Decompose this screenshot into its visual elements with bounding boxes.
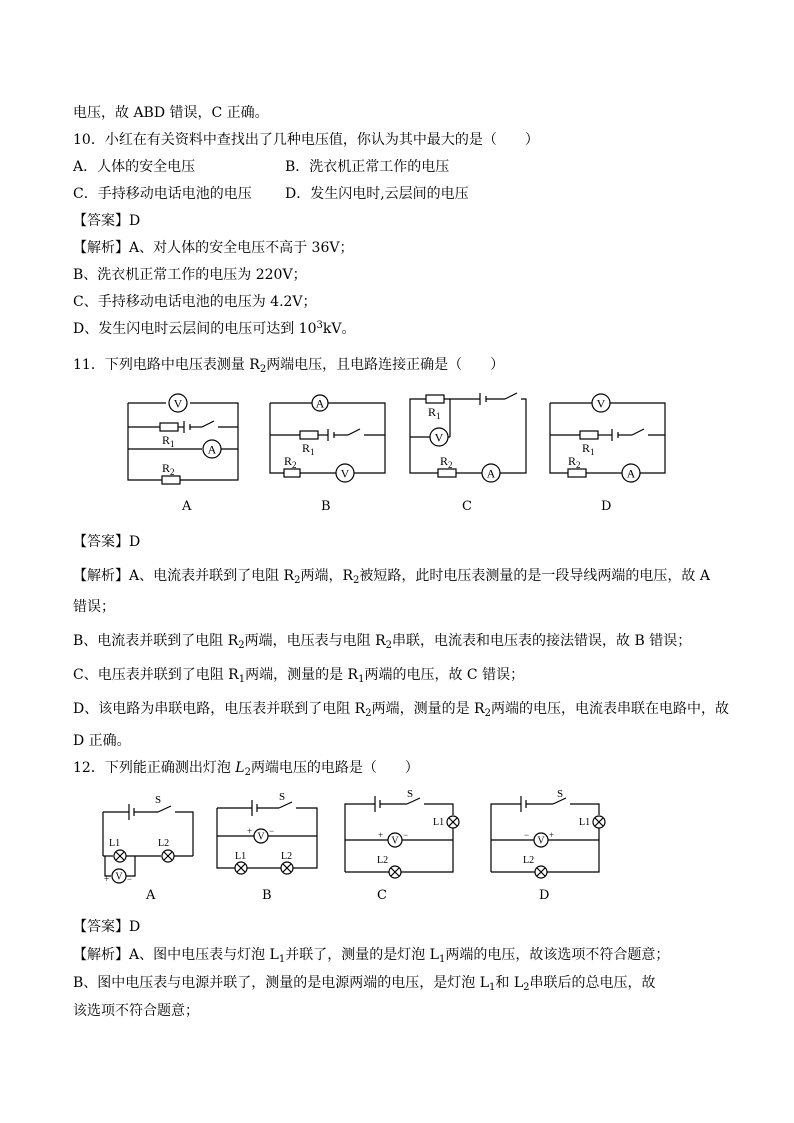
explain-11-d: D、该电路为串联电路，电压表并联到了电阻 $R_2$两端，测量的是 $R_2$两端的电压，电流表串联在电路中，故	[73, 701, 729, 719]
circuit-11-d	[550, 394, 665, 482]
svg-text:R2: $R_2$	[440, 454, 453, 470]
caption-12-b: B	[262, 888, 272, 903]
explain-11-b: B、电流表并联到了电阻 $R_2$两端，电压表与电阻 $R_2$串联，电流表和电压表的接法错误，故 B 错误；	[73, 633, 692, 651]
svg-text:L1: L1	[579, 817, 591, 828]
svg-text:S: S	[557, 790, 564, 800]
caption-12-a: A	[146, 888, 156, 903]
svg-text:R1: $R_1$	[302, 441, 315, 457]
svg-text:V: V	[257, 831, 265, 843]
svg-text:A: A	[486, 466, 496, 481]
svg-text:V: V	[537, 835, 545, 847]
svg-text:S: S	[279, 791, 286, 803]
text-line: 电压，故 ABD 错误，C 正确。	[73, 105, 269, 121]
figure-11	[120, 385, 680, 485]
explain-11-a-cont: 错误；	[73, 599, 115, 615]
svg-text:V: V	[434, 430, 444, 445]
svg-text:V: V	[391, 835, 399, 847]
answer-11: 【答案】D	[73, 534, 141, 550]
explain-12-b: B、图中电压表与电源并联了，测量的是电源两端的电压，是灯泡 $L_1$和 $L_2$串联后的总电压，故	[73, 975, 656, 993]
explain-12-b-cont: 该选项不符合题意；	[73, 1003, 199, 1019]
explain-11-d-cont: D 正确。	[73, 733, 131, 749]
svg-text:L2: L2	[377, 855, 389, 866]
explain-10-b: B、洗衣机正常工作的电压为 220V；	[73, 267, 307, 283]
answer-10: 【答案】D	[73, 213, 141, 229]
explain-10-d: D、发生闪电时云层间的电压可达到 $10^3kV$。	[73, 320, 356, 337]
caption-11-d: D	[601, 499, 612, 514]
explain-10-a: 【解析】A、对人体的安全电压不高于 36V；	[73, 240, 354, 256]
svg-text:R1: $R_1$	[582, 441, 595, 457]
svg-text:L2: L2	[523, 855, 535, 866]
svg-text:V: V	[340, 466, 350, 481]
svg-text:S: S	[407, 790, 414, 800]
svg-text:−: −	[269, 826, 275, 836]
circuit-11-b	[270, 395, 385, 482]
caption-11-b: B	[321, 499, 331, 514]
svg-text:+: +	[247, 826, 253, 836]
svg-text:R2: $R_2$	[162, 461, 175, 477]
svg-text:S: S	[155, 794, 162, 806]
option-d: D．发生闪电时,云层间的电压	[285, 186, 469, 202]
svg-text:R1: $R_1$	[162, 433, 175, 449]
circuit-12-d	[491, 790, 605, 878]
svg-text:V: V	[115, 871, 123, 883]
explain-11-a: 【解析】A、电流表并联到了电阻 $R_2$两端，$R_2$被短路，此时电压表测量的是一段导线两端的电压，故 A	[73, 568, 710, 586]
caption-11-a: A	[182, 499, 192, 514]
svg-text:L2: L2	[158, 838, 170, 849]
question-10: 10．小红在有关资料中查找出了几种电压值，你认为其中最大的是（ ）	[73, 132, 539, 148]
svg-text:−: −	[403, 830, 409, 840]
circuit-11-c	[410, 393, 526, 482]
svg-text:R1: $R_1$	[428, 405, 441, 421]
svg-text:R2: $R_2$	[568, 454, 581, 470]
option-c: C．手持移动电话电池的电压	[73, 186, 252, 202]
svg-text:R2: $R_2$	[284, 454, 297, 470]
svg-text:−: −	[127, 874, 133, 884]
figure-12	[95, 790, 625, 890]
svg-text:+: +	[549, 830, 555, 840]
svg-text:A: A	[315, 396, 325, 411]
svg-text:L1: L1	[235, 851, 247, 862]
caption-11-c: C	[462, 499, 472, 514]
explain-11-c: C、电压表并联到了电阻 $R_1$两端，测量的是 $R_1$两端的电压，故 C 错误；	[73, 667, 525, 685]
svg-text:L2: L2	[281, 851, 293, 862]
svg-text:L1: L1	[433, 817, 445, 828]
question-11: 11．下列电路中电压表测量 $R_2$两端电压，且电路连接正确是（ ）	[73, 357, 505, 375]
svg-text:A: A	[207, 442, 217, 457]
explain-10-c: C、手持移动电话电池的电压为 4.2V；	[73, 294, 317, 310]
caption-12-d: D	[539, 888, 550, 903]
answer-12: 【答案】D	[73, 919, 141, 935]
svg-text:−: −	[524, 830, 530, 840]
option-a: A．人体的安全电压	[73, 159, 196, 175]
svg-text:V: V	[596, 396, 606, 411]
svg-text:+: +	[104, 874, 110, 884]
option-b: B．洗衣机正常工作的电压	[285, 159, 450, 175]
circuit-11-a	[128, 394, 238, 484]
explain-12-a: 【解析】A、图中电压表与灯泡 $L_1$并联了，测量的是灯泡 $L_1$两端的电压，故该选项不符合题意；	[73, 947, 670, 965]
voltmeter-label: V	[173, 396, 183, 411]
svg-text:+: +	[378, 830, 384, 840]
svg-text:A: A	[626, 466, 636, 481]
circuit-12-b	[217, 791, 317, 874]
circuit-12-a	[103, 794, 193, 884]
caption-12-c: C	[377, 888, 387, 903]
circuit-12-c	[345, 790, 459, 878]
question-12: 12．下列能正确测出灯泡 $L_2$两端电压的电路是（ ）	[73, 760, 419, 778]
svg-text:L1: L1	[109, 838, 121, 849]
